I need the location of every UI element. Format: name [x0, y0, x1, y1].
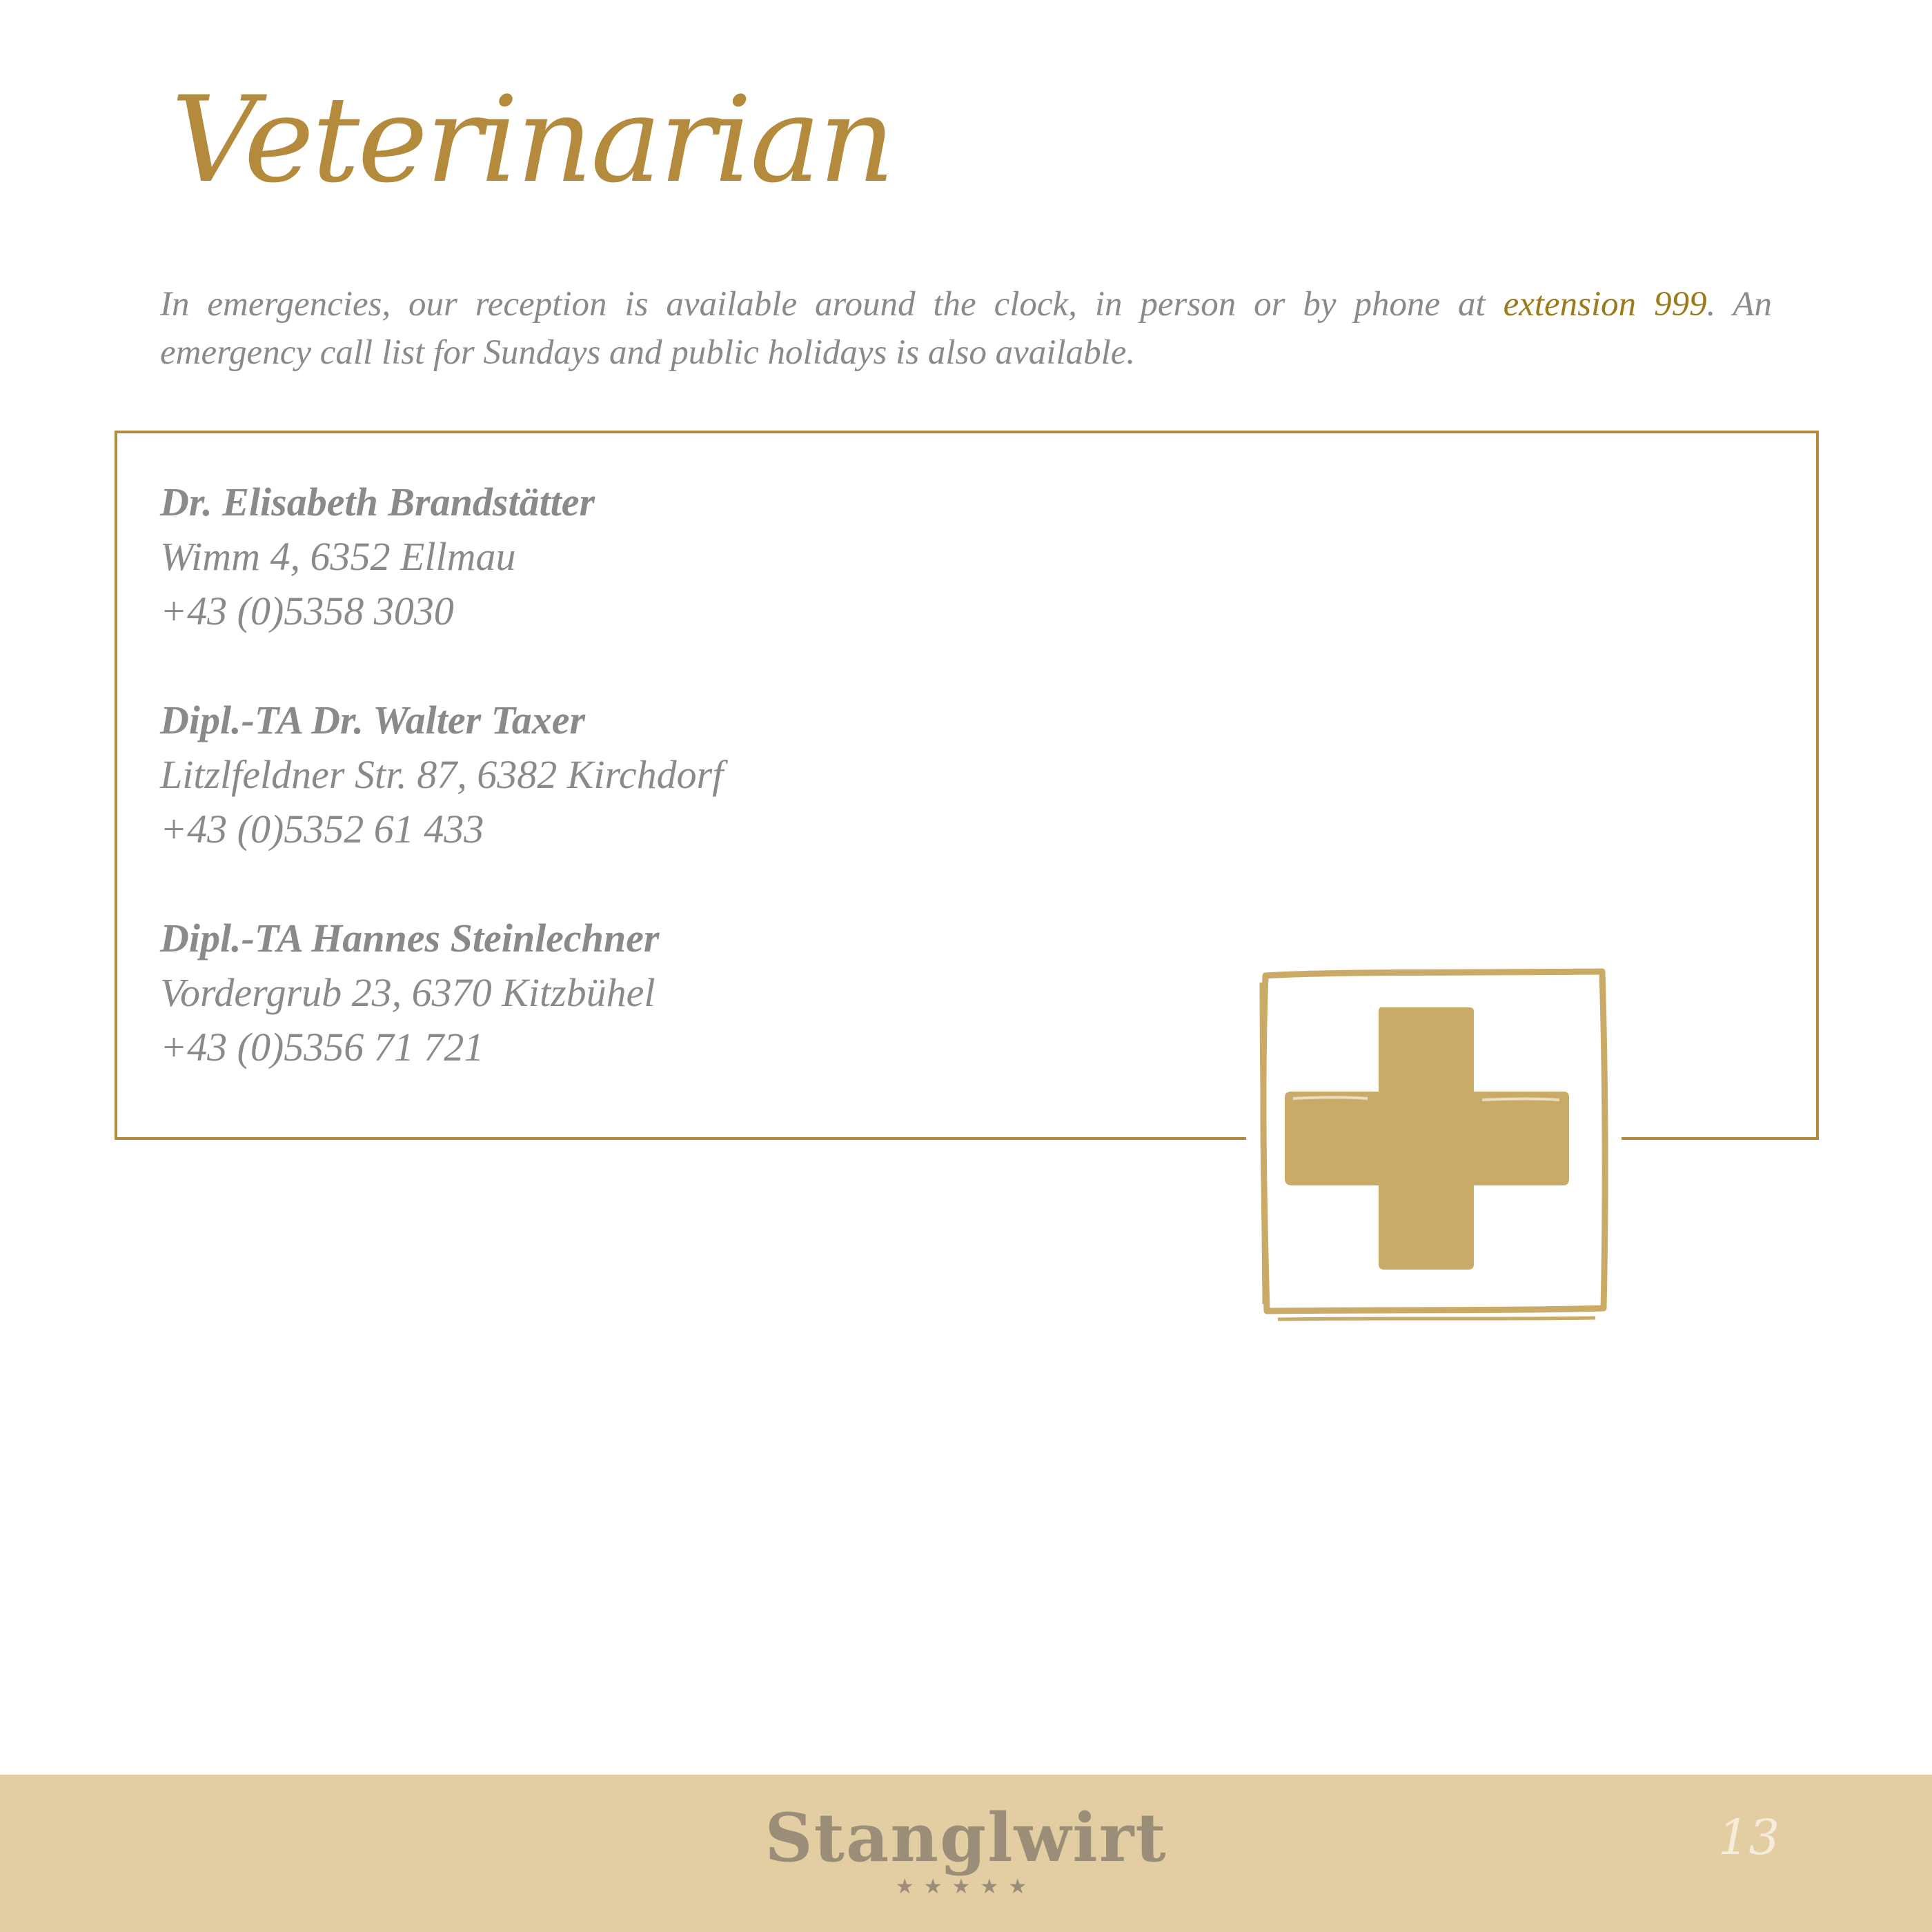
- frame-border-bottom-left: [115, 1137, 1246, 1140]
- vet-address: Vordergrub 23, 6370 Kitzbühel: [160, 970, 656, 1015]
- intro-text-start: In emergencies, our reception is available around the clock, in person or by phone at: [160, 285, 1504, 324]
- vet-entry: [160, 911, 660, 1074]
- vet-phone: +43 (0)5352 61 433: [160, 807, 484, 851]
- frame-border-top: [115, 431, 1819, 433]
- frame-border-bottom-right: [1621, 1137, 1819, 1140]
- intro-paragraph: [160, 280, 1772, 377]
- vet-entry: [160, 693, 723, 856]
- extension-highlight: extension 999: [1503, 285, 1707, 324]
- footer-bar: [0, 1775, 1932, 1932]
- frame-border-left: [115, 431, 117, 1140]
- vet-address: Wimm 4, 6352 Ellmau: [160, 534, 516, 579]
- medical-cross-icon: [1250, 959, 1616, 1325]
- frame-border-right: [1816, 431, 1819, 1140]
- intro-text-end: . An emergency call list for Sundays and public holidays is also available.: [160, 285, 1772, 372]
- vet-address: Litzlfeldner Str. 87, 6382 Kirchdorf: [160, 752, 724, 797]
- page-title: Veterinarian: [171, 70, 894, 209]
- vet-name: Dr. Elisabeth Brandstätter: [160, 480, 595, 524]
- vet-phone: +43 (0)5358 3030: [160, 589, 454, 633]
- rating-stars: ★★★★★: [895, 1875, 1037, 1898]
- brand-logo: Stanglwirt: [765, 1799, 1167, 1877]
- vet-name: Dipl.-TA Dr. Walter Taxer: [160, 698, 586, 742]
- vet-phone: +43 (0)5356 71 721: [160, 1025, 484, 1070]
- vet-name: Dipl.-TA Hannes Steinlechner: [160, 916, 660, 960]
- page-number: 13: [1718, 1809, 1780, 1866]
- vet-entry: [160, 475, 595, 638]
